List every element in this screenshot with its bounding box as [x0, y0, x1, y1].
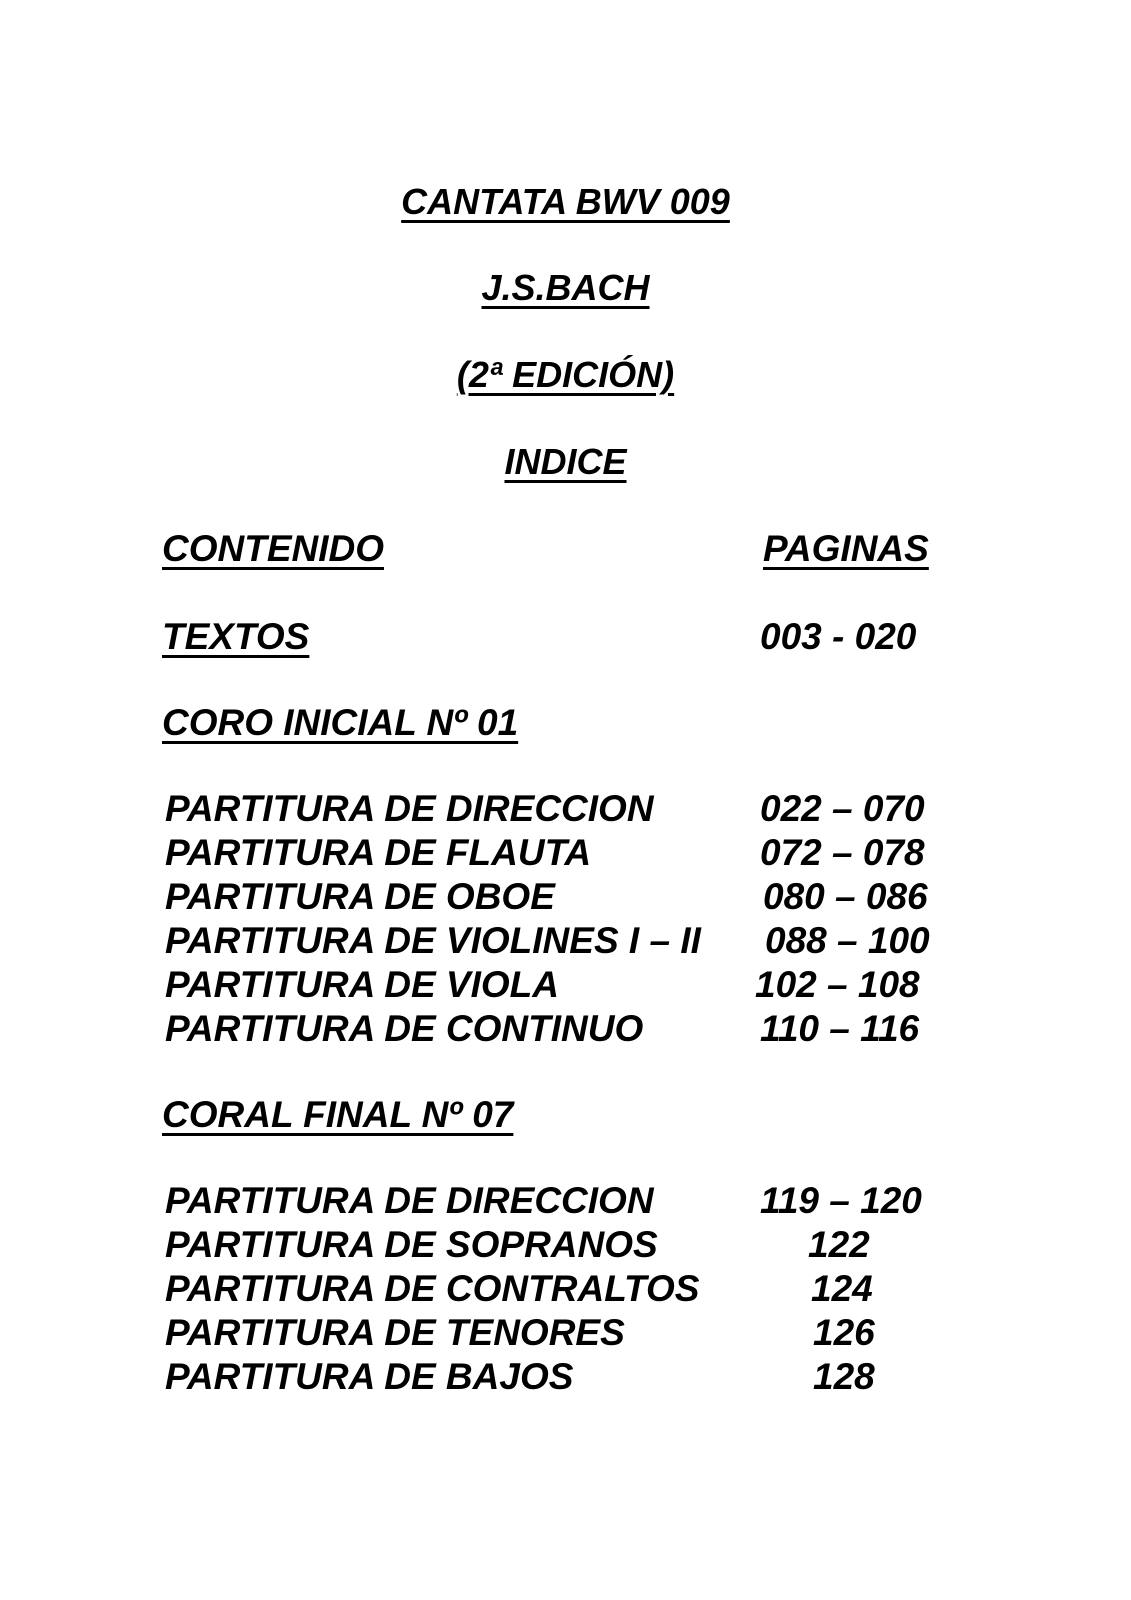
coro-item-label: PARTITURA DE VIOLA: [165, 964, 559, 1005]
coro-item-label: PARTITURA DE FLAUTA: [165, 832, 592, 873]
cantata-title: CANTATA BWV 009: [401, 181, 730, 222]
coral-item-pages: 128: [813, 1356, 875, 1397]
textos-pages: 003 - 020: [760, 616, 917, 657]
coral-item-label: PARTITURA DE BAJOS: [165, 1356, 574, 1397]
coral-item-label: PARTITURA DE DIRECCION: [165, 1180, 654, 1221]
coro-item-label: PARTITURA DE VIOLINES I – II: [165, 920, 701, 961]
coral-item-pages: 124: [811, 1268, 873, 1309]
edition-label: (2ª EDICIÓN): [456, 354, 675, 395]
coro-item-pages: 088 – 100: [765, 920, 930, 961]
coral-item-pages: 119 – 120: [760, 1180, 922, 1221]
coro-item-pages: 022 – 070: [760, 788, 925, 829]
coral-item-label: PARTITURA DE CONTRALTOS: [165, 1268, 700, 1309]
coro-item-pages: 080 – 086: [763, 876, 928, 917]
content-column-header: CONTENIDO: [162, 528, 384, 569]
coro-item-pages: 072 – 078: [760, 832, 925, 873]
index-heading: INDICE: [504, 441, 627, 482]
coro-inicial-heading: CORO INICIAL Nº 01: [162, 702, 519, 743]
composer-name: J.S.BACH: [481, 267, 650, 308]
coro-item-label: PARTITURA DE OBOE: [165, 876, 555, 917]
coral-item-pages: 126: [813, 1312, 875, 1353]
coral-item-pages: 122: [808, 1224, 870, 1265]
coro-item-label: PARTITURA DE DIRECCION: [165, 788, 654, 829]
coro-item-pages: 110 – 116: [760, 1008, 920, 1049]
coro-item-pages: 102 – 108: [755, 964, 920, 1005]
coro-item-label: PARTITURA DE CONTINUO: [165, 1008, 644, 1049]
coral-final-heading: CORAL FINAL Nº 07: [162, 1094, 514, 1135]
pages-column-header: PAGINAS: [763, 528, 929, 569]
coral-item-label: PARTITURA DE TENORES: [165, 1312, 625, 1353]
coral-item-label: PARTITURA DE SOPRANOS: [165, 1224, 658, 1265]
textos-label: TEXTOS: [162, 616, 310, 657]
